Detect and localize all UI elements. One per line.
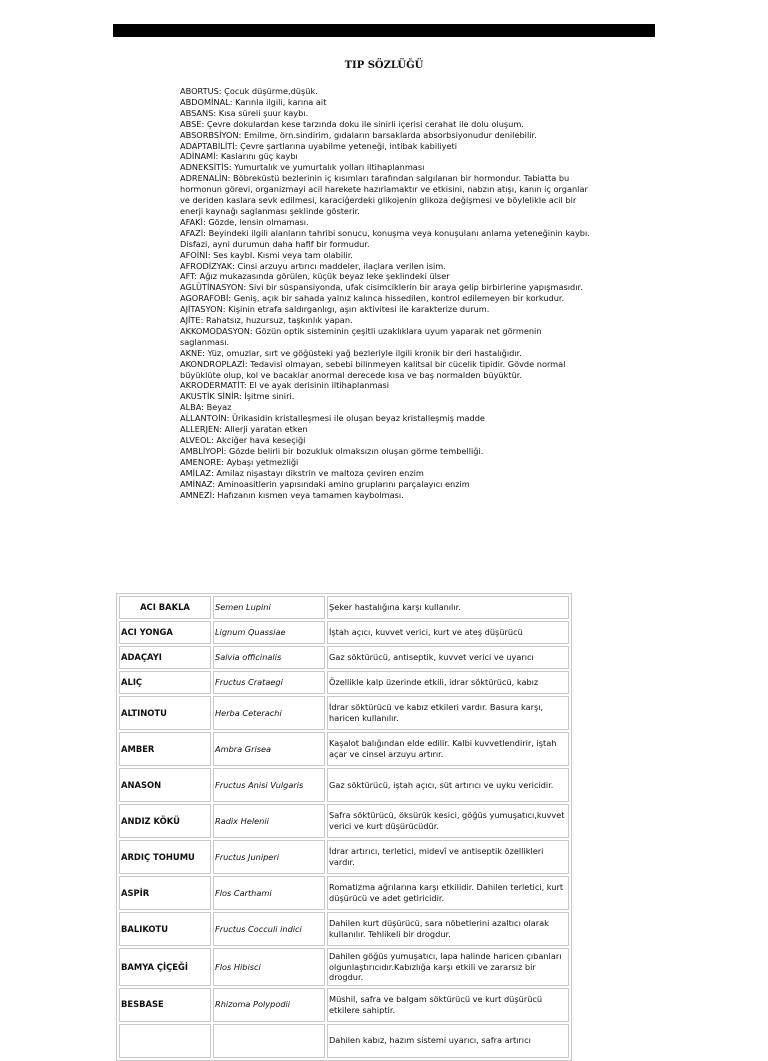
herb-description: Romatizma ağrılarına karşı etkilidir. Dahilen terletici, kurt düşürücü ve adet getiricidir.: [327, 876, 569, 910]
herb-latin-name: Lignum Quassiae: [213, 621, 325, 644]
entry-definition: Gözde, lensin olmaması.: [208, 216, 309, 227]
dictionary-entry: [180, 391, 590, 402]
herb-description: Özellikle kalp üzerinde etkili, idrar söktürücü, kabız: [327, 671, 569, 694]
herb-description: Dahilen kurt düşürücü, sara nöbetlerini azaltıcı olarak kullanılır. Tehlikeli bir drogdur.: [327, 912, 569, 946]
dictionary-entry: [180, 271, 590, 282]
table-row: [119, 768, 569, 802]
dictionary-entry: [180, 162, 590, 173]
entry-definition: Allerji yaratan etken: [224, 424, 308, 435]
herb-latin-name: Salvia officinalis: [213, 646, 325, 669]
herb-description: İdrar artırıcı, terletici, midevî ve antiseptik özellikleri vardır.: [327, 840, 569, 874]
table-row: [119, 804, 569, 838]
dictionary-entry: [180, 446, 590, 457]
entry-definition: Ürikasidin kristalleşmesi ile oluşan beyaz kristalleşmiş madde: [232, 413, 485, 424]
herb-description: Şeker hastalığına karşı kullanılır.: [327, 596, 569, 619]
entry-term: AMİLAZ:: [180, 467, 214, 478]
entry-term: AFOİNİ:: [180, 249, 211, 260]
table-row: [119, 948, 569, 986]
dictionary-entry: [180, 315, 590, 326]
entry-definition: Yüz, omuzlar, sırt ve göğüsteki yağ bezleriyle ilgili kronik bir deri hastalığıdır.: [207, 347, 522, 358]
table-row: [119, 840, 569, 874]
entry-term: ADİNAMİ:: [180, 151, 219, 162]
dictionary-entry: [180, 130, 590, 141]
herb-name: ANDIZ KÖKÜ: [119, 804, 211, 838]
entry-definition: Hafızanın kısmen veya tamamen kaybolması.: [217, 489, 404, 500]
table-row: [119, 621, 569, 644]
herb-latin-name: Rhizoma Polypodii: [213, 988, 325, 1022]
entry-definition: Çevre dokulardan kese tarzında doku ile sinirli içerisi cerahat ile dolu oluşum.: [206, 118, 524, 129]
entry-definition: Aybaşı yetmezliği: [226, 456, 299, 467]
dictionary-entries: [180, 86, 590, 500]
dictionary-entry: [180, 86, 590, 97]
herb-name: [119, 1024, 211, 1058]
herb-description: Gaz söktürücü, antiseptik, kuvvet verici ve uyarıcı: [327, 646, 569, 669]
dictionary-entry: [180, 380, 590, 391]
entry-term: AFRODİZYAK:: [180, 260, 235, 271]
entry-term: ABSANS:: [180, 107, 217, 118]
dictionary-entry: [180, 282, 590, 293]
table-row: [119, 1024, 569, 1058]
entry-definition: Ağız mukazasında görülen, küçük beyaz leke şeklindeki ülser: [199, 271, 450, 282]
entry-term: ADNEKSİTİS:: [180, 162, 232, 173]
herb-name: ALIÇ: [119, 671, 211, 694]
herb-description: İdrar söktürücü ve kabız etkileri vardır. Basura karşı, haricen kullanılır.: [327, 696, 569, 730]
entry-term: ABDOMİNAL:: [180, 96, 233, 107]
entry-definition: Ses kaybI. Kısmi veya tam olabilir.: [213, 249, 353, 260]
top-black-bar: [113, 24, 655, 37]
dictionary-entry: [180, 402, 590, 413]
entry-definition: Beyindeki ilgili alanların tahribi sonucu, konuşma veya konuşulanı anlama yeteneğinin kaybı. Disfazi, ayni durumun daha hafif bir formudur.: [180, 227, 590, 249]
herb-latin-name: Fructus Juniperi: [213, 840, 325, 874]
dictionary-entry: [180, 151, 590, 162]
herb-description: Gaz söktürücü, iştah açıcı, süt artırıcı ve uyku vericidir.: [327, 768, 569, 802]
entry-term: AKUSTİK SİNİR:: [180, 391, 242, 402]
entry-term: AGORAFOBİ:: [180, 293, 232, 304]
dictionary-entry: [180, 490, 590, 501]
herb-name: ADAÇAYI: [119, 646, 211, 669]
entry-definition: Kaslarını güç kaybı: [220, 151, 298, 162]
dictionary-entry: [180, 217, 590, 228]
entry-term: ALLANTOİN:: [180, 413, 230, 424]
dictionary-entry: [180, 468, 590, 479]
entry-definition: Çocuk düşürme,düşük.: [224, 86, 318, 96]
herb-name: ARDIÇ TOHUMU: [119, 840, 211, 874]
entry-definition: Aminoasitlerin yapısındaki amino gruplarını parçalayıcı enzim: [217, 478, 470, 489]
entry-term: ALBA:: [180, 402, 204, 413]
herb-name: ALTINOTU: [119, 696, 211, 730]
dictionary-entry: [180, 326, 590, 348]
entry-definition: Geniş, açık bir sahada yalnız kalınca hissedilen, kontrol edilemeyen bir korkudur.: [233, 293, 565, 304]
entry-definition: Kısa süreli şuur kaybı.: [218, 107, 309, 118]
herb-latin-name: Ambra Grisea: [213, 732, 325, 766]
herb-latin-name: Herba Ceterachi: [213, 696, 325, 730]
entry-definition: Yumurtalık ve yumurtalık yolları iltihaplanması: [234, 162, 425, 173]
entry-term: AMENORE:: [180, 456, 225, 467]
herb-description: İştah açıcı, kuvvet verici, kurt ve ateş düşürücü: [327, 621, 569, 644]
entry-definition: Tedavisi olmayan, sebebi bilinmeyen kalitsal bir cücelik tipidir. Gövde normal büyüklüte olup, kol ve bacaklar anormal derecede kısa ve baş normalden büyüktür.: [180, 358, 566, 380]
entry-term: AKRODERMATİT:: [180, 380, 247, 391]
herb-name: AMBER: [119, 732, 211, 766]
entry-definition: Emilme, örn.sindirim, gıdaların barsaklarda absorbsiyonudur denilebilir.: [243, 129, 537, 140]
table-row: [119, 912, 569, 946]
entry-term: ABSORBSİYON:: [180, 129, 242, 140]
dictionary-entry: [180, 173, 590, 217]
entry-term: AGLÜTİNASYON:: [180, 282, 247, 293]
herb-name: ANASON: [119, 768, 211, 802]
dictionary-entry: [180, 304, 590, 315]
entry-definition: Kişinin etrafa saldırganlıgı, aşırı aktivitesi ile karakterize durum.: [228, 304, 490, 315]
dictionary-entry: [180, 108, 590, 119]
entry-term: AJİTASYON:: [180, 304, 226, 315]
page-title: TIP SÖZLÜĞÜ: [344, 60, 424, 71]
table-row: [119, 671, 569, 694]
entry-definition: Çevre şartlarına uyabilme yeteneği, intibak kabiliyeti: [240, 140, 458, 151]
entry-definition: İşitme siniri.: [244, 391, 295, 402]
herb-latin-name: [213, 1024, 325, 1058]
entry-definition: Gözde belirli bir bozukluk olmaksızın oluşan görme tembelliği.: [228, 445, 484, 456]
table-row: [119, 876, 569, 910]
entry-definition: Karınla ilgili, karına ait: [235, 96, 327, 107]
dictionary-entry: [180, 479, 590, 490]
entry-term: AFT:: [180, 271, 198, 282]
entry-term: ALVEOL:: [180, 435, 214, 445]
herb-name: BAMYA ÇİÇEĞİ: [119, 948, 211, 986]
entry-definition: Cinsi arzuyu artırıcı maddeler, ilaçlara verilen isim.: [237, 260, 446, 271]
herb-description: Müshil, safra ve balgam söktürücü ve kurt düşürücü etkilere sahiptir.: [327, 988, 569, 1022]
entry-term: AKKOMODASYON:: [180, 325, 253, 336]
dictionary-entry: [180, 348, 590, 359]
entry-definition: El ve ayak derisinin iltihaplanmasi: [249, 380, 390, 391]
entry-term: ALLERJEN:: [180, 424, 223, 435]
entry-definition: Beyaz: [206, 402, 232, 413]
entry-definition: Sivi bir süspansiyonda, ufak cisimciklerin bir araya gelip birbirlerine yapışmasıdır.: [248, 282, 583, 293]
entry-definition: Akciğer hava keseçiği: [216, 435, 306, 445]
dictionary-entry: [180, 250, 590, 261]
herb-latin-name: Semen Lupini: [213, 596, 325, 619]
herb-description: Dahilen göğüs yumuşatıcı, lapa halinde haricen çıbanları olgunlaştırıcıdır.Kabızlığa karşı etkili ve zararsız bir drogdur.: [327, 948, 569, 986]
herb-latin-name: Fructus Cocculi indici: [213, 912, 325, 946]
entry-term: ABORTUS:: [180, 86, 222, 96]
herb-name: BESBASE: [119, 988, 211, 1022]
table-row: [119, 696, 569, 730]
dictionary-entry: [180, 413, 590, 424]
herb-description: Dahilen kabız, hazım sistemi uyarıcı, safra artırıcı: [327, 1024, 569, 1058]
dictionary-entry: [180, 228, 590, 250]
entry-definition: Böbreküstü bezlerinin iç kısımları tarafından salgılanan bir hormondur. Tabiatta bu hormonun görevi, organizmayi acil harekete hazırlamaktır ve etkisini, nabzın atışı, kanın iç organlar ve deriden kaslara sevk edilmesi, karaciğerdeki glikojenin glikoza değişmesi ve böylelikle acil bir enerji kaynağı saglanması şeklinde gösterir.: [180, 173, 588, 216]
entry-term: AJİTE:: [180, 315, 204, 326]
herb-table: [116, 593, 572, 1061]
herb-latin-name: Radix Helenii: [213, 804, 325, 838]
herb-name: ACI YONGA: [119, 621, 211, 644]
dictionary-entry: [180, 359, 590, 381]
entry-term: AFAZİ:: [180, 227, 206, 238]
dictionary-entry: [180, 435, 590, 446]
entry-definition: Rahatsız, huzursuz, taşkınlık yapan.: [205, 315, 353, 326]
entry-term: ABSE:: [180, 118, 205, 129]
dictionary-entry: [180, 261, 590, 272]
dictionary-entry: [180, 97, 590, 108]
table-row: [119, 732, 569, 766]
herb-latin-name: Fructus Crataegi: [213, 671, 325, 694]
entry-term: ADRENALİN:: [180, 173, 231, 184]
entry-definition: Gözün optik sisteminin çeşitli uzaklıklara uyum yaparak net görmenin saglanması.: [180, 325, 542, 347]
entry-term: ADAPTABİLİTİ:: [180, 140, 238, 151]
entry-term: AMBLİYOPİ:: [180, 445, 227, 456]
dictionary-entry: [180, 119, 590, 130]
dictionary-entry: [180, 141, 590, 152]
dictionary-entry: [180, 424, 590, 435]
entry-definition: Amilaz nişastayı dikstrin ve maltoza çeviren enzim: [216, 467, 424, 478]
dictionary-entry: [180, 293, 590, 304]
herb-description: Kaşalot balığından elde edilir. Kalbi kuvvetlendirir, iştah açar ve cinsel arzuyu artırır.: [327, 732, 569, 766]
entry-term: AMNEZİ:: [180, 489, 215, 500]
herb-name: ACI BAKLA: [119, 596, 211, 619]
table-row: [119, 988, 569, 1022]
herb-name: ASPİR: [119, 876, 211, 910]
herb-latin-name: Flos Hibisci: [213, 948, 325, 986]
dictionary-entry: [180, 457, 590, 468]
entry-term: AKNE:: [180, 347, 206, 358]
herb-name: BALIKOTU: [119, 912, 211, 946]
entry-term: AFAKİ:: [180, 216, 206, 227]
entry-term: AKONDROPLAZİ:: [180, 358, 248, 369]
entry-term: AMİNAZ:: [180, 478, 216, 489]
table-row: [119, 596, 569, 619]
table-row: [119, 646, 569, 669]
herb-latin-name: Flos Carthami: [213, 876, 325, 910]
herb-description: Safra söktürücü, öksürük kesici, göğüs yumuşatıcı,kuvvet verici ve kurt düşürücüdür.: [327, 804, 569, 838]
herb-latin-name: Fructus Anisi Vulgaris: [213, 768, 325, 802]
